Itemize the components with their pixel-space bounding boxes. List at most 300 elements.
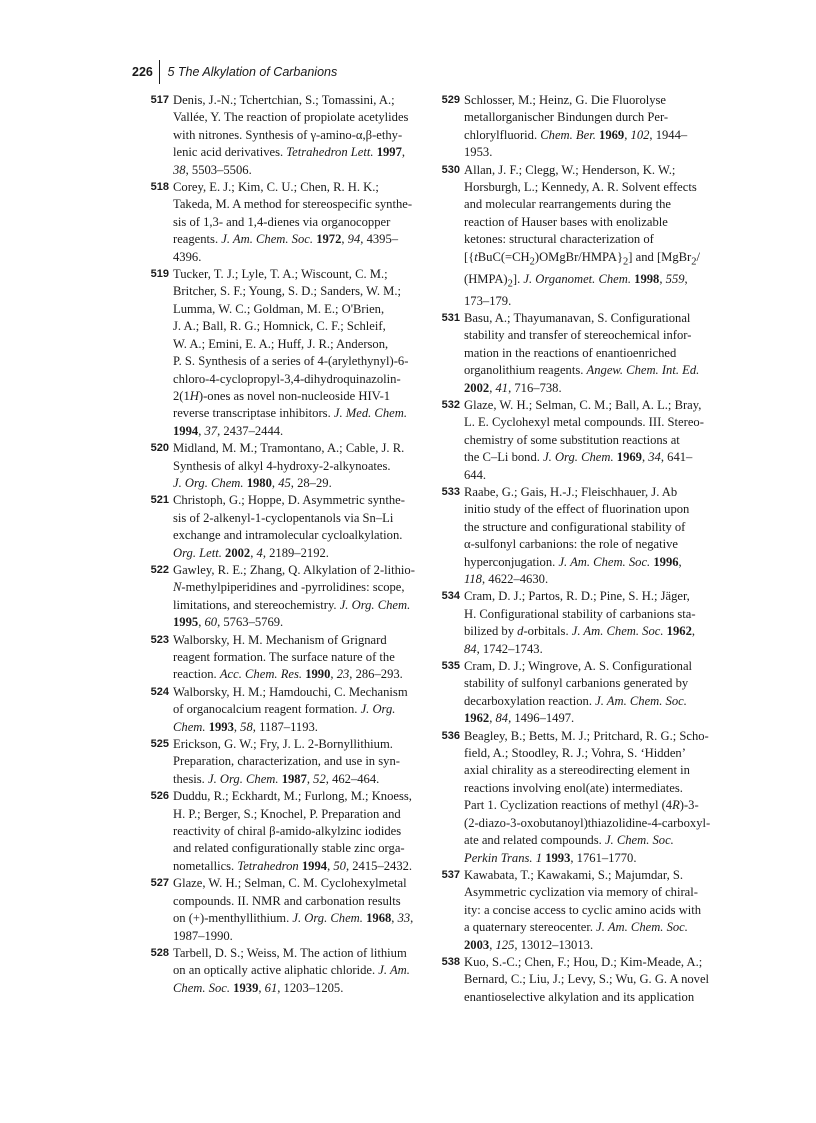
reference-entry <box>146 684 436 736</box>
reference-number: 519 <box>150 268 169 281</box>
reference-line <box>464 937 717 954</box>
text-run: , 1742–1743. <box>476 641 543 656</box>
reference-line <box>464 345 717 362</box>
reference-entry <box>146 492 436 562</box>
reference-line <box>173 458 436 475</box>
reference-line <box>464 554 717 571</box>
reference-line <box>464 884 717 901</box>
reference-line <box>173 701 436 718</box>
reference-line <box>464 588 717 605</box>
text-run: , <box>401 145 406 160</box>
subscript: 2 <box>507 278 513 290</box>
text-run: hyperconjugation. <box>464 554 559 569</box>
text-run: , <box>198 615 205 630</box>
reference-line <box>173 562 436 579</box>
reference-entry <box>437 954 717 1006</box>
italic-text: J. Am. Chem. Soc. <box>596 920 688 935</box>
volume: 61 <box>264 980 278 995</box>
reference-line <box>173 579 436 596</box>
reference-entry <box>437 397 717 484</box>
reference-line <box>173 928 436 945</box>
text-run: , 5763–5769. <box>217 615 284 630</box>
italic-text: J. Organomet. Chem. <box>523 271 631 286</box>
reference-entry <box>146 788 436 875</box>
year: 1993 <box>208 719 234 734</box>
year: 1994 <box>173 423 199 438</box>
text-run: ketones: structural characterization of <box>464 232 654 247</box>
reference-line <box>173 736 436 753</box>
reference-line <box>173 127 436 144</box>
text-run: Kuo, S.-C.; Chen, F.; Hou, D.; Kim-Meade, A.; <box>464 954 703 969</box>
text-run: Britcher, S. F.; Young, S. D.; Sanders, W. M.; <box>173 284 402 299</box>
text-run: on an optically active aliphatic chloride. <box>173 963 379 978</box>
text-run: , 28–29. <box>290 475 332 490</box>
text-run: and related configurationally stable zinc orga- <box>173 841 405 856</box>
reference-line <box>464 762 717 779</box>
italic-text: J. Am. Chem. Soc. <box>595 693 687 708</box>
text-run: Cram, D. J.; Partos, R. D.; Pine, S. H.; Jäger, <box>464 589 690 604</box>
reference-line <box>464 797 717 814</box>
reference-line <box>173 92 436 109</box>
volume: 58 <box>240 719 253 734</box>
italic-text: J. Am. Chem. Soc. <box>558 554 651 569</box>
reference-line <box>464 397 717 414</box>
year: 1995 <box>173 615 199 630</box>
reference-column-right <box>437 92 717 1006</box>
reference-line <box>173 388 436 405</box>
text-run: Asymmetric cyclization via memory of chiral- <box>464 885 698 900</box>
text-run: J. A.; Ball, R. G.; Homnick, C. F.; Schleif, <box>173 319 386 334</box>
text-run: Tucker, T. J.; Lyle, T. A.; Wiscount, C. M.; <box>173 267 388 282</box>
year: 1990 <box>305 667 331 682</box>
text-run: Denis, J.-N.; Tchertchian, S.; Tomassini, A.; <box>173 93 395 107</box>
reference-line <box>464 109 717 126</box>
reference-line <box>464 432 717 449</box>
reference-line <box>464 414 717 431</box>
text-run: , 1203–1205. <box>277 980 344 995</box>
reference-line <box>464 954 717 971</box>
year: 1998 <box>634 271 660 286</box>
text-run: Christoph, G.; Hoppe, D. Asymmetric synthe- <box>173 493 405 508</box>
text-run: Cram, D. J.; Wingrove, A. S. Configurational <box>464 659 693 674</box>
text-run: L. E. Cyclohexyl metal compounds. III. Stereo- <box>464 415 704 430</box>
reference-line <box>173 545 436 562</box>
text-run: reactions involving enol(ate) intermediates. <box>464 780 683 795</box>
reference-number: 525 <box>150 738 169 751</box>
reference-line <box>464 919 717 936</box>
reference-line <box>173 109 436 126</box>
reference-line <box>173 405 436 422</box>
text-run: , <box>489 711 496 726</box>
italic-text: J. Org. Chem. <box>173 475 244 490</box>
text-run: 4396. <box>173 249 202 264</box>
reference-line <box>464 536 717 553</box>
text-run: field, A.; Stoodley, R. J.; Vohra, S. ‘Hidden’ <box>464 746 686 761</box>
reference-line <box>173 962 436 979</box>
volume: 33 <box>397 911 411 926</box>
reference-line <box>173 179 436 196</box>
text-run: mation in the reactions of enantioenriched <box>464 345 677 360</box>
text-run: α-sulfonyl carbanions: the role of negative <box>464 537 678 552</box>
text-run: (HMPA) <box>464 271 508 286</box>
text-run: stability of sulfonyl carbanions generated by <box>464 676 689 691</box>
italic-text: Chem. <box>173 719 206 734</box>
text-run: metallorganischer Bindungen durch Per- <box>464 110 669 125</box>
volume: 41 <box>495 380 509 395</box>
reference-line <box>173 301 436 318</box>
text-run: nometallics. <box>173 858 238 873</box>
text-run: and molecular rearrangements during the <box>464 197 672 212</box>
italic-text: Tetrahedron <box>237 858 299 873</box>
reference-number: 534 <box>441 590 460 603</box>
reference-line <box>464 127 717 144</box>
reference-line <box>173 423 436 440</box>
reference-number: 520 <box>150 442 169 455</box>
reference-number: 538 <box>441 955 460 968</box>
italic-text: J. Med. Chem. <box>333 406 407 421</box>
text-run: P. S. Synthesis of a series of 4-(arylethynyl)-6- <box>173 354 409 369</box>
text-run: Lumma, W. C.; Goldman, M. E.; O'Brien, <box>173 301 385 316</box>
text-run: , 286–293. <box>349 667 403 682</box>
text-run: , <box>306 771 314 786</box>
reference-line <box>464 641 717 658</box>
italic-text: t <box>474 249 478 264</box>
reference-column-left <box>146 92 436 997</box>
text-run: ate and related compounds. <box>464 833 605 848</box>
reference-entry <box>437 588 717 658</box>
reference-number: 528 <box>150 946 169 959</box>
reference-number: 537 <box>441 868 460 881</box>
text-run: , <box>489 380 496 395</box>
reference-line <box>464 606 717 623</box>
text-run: Kawabata, T.; Kawakami, S.; Majumdar, S. <box>464 867 684 882</box>
text-run: 1987–1990. <box>173 928 233 943</box>
reference-line <box>464 231 717 248</box>
reference-number: 521 <box>150 494 169 507</box>
reference-line <box>464 710 717 727</box>
italic-text: Acc. Chem. Res. <box>219 667 303 682</box>
text-run: Glaze, W. H.; Selman, C. M.; Ball, A. L.; Bray, <box>464 397 702 412</box>
text-run: Schlosser, M.; Heinz, G. Die Fluorolyse <box>464 93 667 107</box>
year: 2003 <box>464 937 490 952</box>
reference-line <box>464 144 717 161</box>
year: 1997 <box>376 145 402 160</box>
reference-entry <box>146 92 436 179</box>
reference-line <box>173 475 436 492</box>
text-run: Gawley, R. E.; Zhang, Q. Alkylation of 2-lithio- <box>173 562 415 577</box>
reference-line <box>173 719 436 736</box>
text-run: Tarbell, D. S.; Weiss, M. The action of lithium <box>173 945 407 960</box>
reference-number: 522 <box>150 563 169 576</box>
reference-line <box>464 362 717 379</box>
reference-line <box>464 179 717 196</box>
reference-line <box>464 571 717 588</box>
reference-line <box>464 675 717 692</box>
reference-line <box>464 214 717 231</box>
text-run: Erickson, G. W.; Fry, J. L. 2-Bornyllithium. <box>173 737 393 752</box>
text-run: initio study of the effect of fluorination upon <box>464 502 690 517</box>
reference-line <box>464 850 717 867</box>
reference-line <box>464 815 717 832</box>
text-run: Preparation, characterization, and use in syn- <box>173 754 400 769</box>
reference-number: 530 <box>441 163 460 176</box>
text-run: W. A.; Emini, E. A.; Huff, J. R.; Anderson, <box>173 336 389 351</box>
reference-line <box>173 684 436 701</box>
text-run: , <box>678 554 682 569</box>
reference-entry <box>146 179 436 266</box>
reference-line <box>173 910 436 927</box>
reference-line <box>464 693 717 710</box>
reference-line <box>173 214 436 231</box>
reference-line <box>173 875 436 892</box>
text-run: , <box>624 127 631 142</box>
text-run: ]. <box>512 271 524 286</box>
reference-line <box>464 780 717 797</box>
reference-line <box>173 440 436 457</box>
reference-number: 524 <box>150 685 169 698</box>
text-run: , 2189–2192. <box>262 545 329 560</box>
reference-entry <box>437 658 717 728</box>
italic-text: H <box>189 388 199 403</box>
text-run: reagents. <box>173 232 222 247</box>
italic-text: Chem. Soc. <box>173 980 231 995</box>
text-run: , 462–464. <box>325 771 380 786</box>
reference-number: 532 <box>441 398 460 411</box>
reference-line <box>464 449 717 466</box>
year: 1993 <box>545 850 571 865</box>
year: 1939 <box>233 980 259 995</box>
italic-text: J. Org. Chem. <box>339 597 411 612</box>
reference-line <box>464 249 717 271</box>
reference-entry <box>146 632 436 684</box>
reference-line <box>173 632 436 649</box>
text-run: , 1944– <box>649 127 688 142</box>
text-run: exchange and intramolecular cycloalkylation. <box>173 528 403 543</box>
text-run: a quaternary stereocenter. <box>464 920 597 935</box>
reference-line <box>464 745 717 762</box>
text-run: , 1187–1193. <box>252 719 318 734</box>
text-run: , <box>410 911 414 926</box>
reference-line <box>173 823 436 840</box>
text-run: Basu, A.; Thayumanavan, S. Configurational <box>464 310 691 325</box>
text-run: , <box>250 545 257 560</box>
text-run: of organocalcium reagent formation. <box>173 702 361 717</box>
text-run: Synthesis of alkyl 4-hydroxy-2-alkynoates. <box>173 458 391 473</box>
text-run: 2(1 <box>173 388 190 403</box>
text-run: )OMgBr/HMPA} <box>534 249 624 264</box>
reference-line <box>173 753 436 770</box>
text-run: , 4622–4630. <box>481 572 549 586</box>
reference-line <box>173 788 436 805</box>
text-run: , 4395– <box>360 232 399 247</box>
subscript: 2 <box>529 256 535 268</box>
italic-text: J. Am. Chem. Soc. <box>221 232 314 247</box>
volume: 118 <box>464 572 482 586</box>
reference-line <box>464 380 717 397</box>
text-run: axial chirality as a stereodirecting element in <box>464 763 690 778</box>
text-run: on (+)-menthyllithium. <box>173 911 293 926</box>
reference-line <box>173 980 436 997</box>
italic-text: J. Chem. Soc. <box>604 833 674 848</box>
reference-line <box>173 597 436 614</box>
reference-number: 527 <box>150 877 169 890</box>
text-run: Beagley, B.; Betts, M. J.; Pritchard, R. G.; Scho- <box>464 728 709 743</box>
italic-text: R <box>672 798 680 813</box>
reference-line <box>464 162 717 179</box>
reference-line <box>464 467 717 484</box>
text-run: -methylpiperidines and -pyrrolidines: scope, <box>181 580 405 595</box>
reference-line <box>464 971 717 988</box>
text-run: , <box>198 423 205 438</box>
volume: 559 <box>665 271 685 286</box>
volume: 125 <box>495 937 515 952</box>
text-run: , 641– <box>660 450 693 465</box>
text-run: Walborsky, H. M.; Hamdouchi, C. Mechanism <box>173 684 408 699</box>
text-run: , 716–738. <box>508 380 562 395</box>
year: 1972 <box>316 232 342 247</box>
reference-entry <box>437 310 717 397</box>
reference-line <box>173 162 436 179</box>
subscript: 2 <box>691 256 697 268</box>
reference-line <box>173 858 436 875</box>
text-run: the structure and configurational stability of <box>464 519 686 534</box>
text-run: H. P.; Berger, S.; Knochel, P. Preparation and <box>173 806 401 821</box>
year: 1994 <box>301 858 328 873</box>
volume: 94 <box>347 232 361 247</box>
text-run: 173–179. <box>464 293 512 308</box>
reference-line <box>464 484 717 501</box>
text-run: decarboxylation reaction. <box>464 693 596 708</box>
reference-line <box>173 266 436 283</box>
reference-number: 517 <box>150 94 169 106</box>
year: 1980 <box>246 475 272 490</box>
reference-line <box>464 92 717 109</box>
volume: 102 <box>630 127 650 142</box>
volume: 84 <box>464 641 477 656</box>
text-run: sis of 2-alkenyl-1-cyclopentanols via Sn–Li <box>173 510 394 525</box>
text-run: chlorylfluorid. <box>464 127 541 142</box>
reference-line <box>173 353 436 370</box>
reference-line <box>173 144 436 161</box>
reference-line <box>464 293 717 310</box>
reference-line <box>173 249 436 266</box>
text-run: )-ones as novel non-nucleoside HIV-1 <box>198 388 391 403</box>
volume: 84 <box>495 711 509 726</box>
year: 1962 <box>666 624 692 639</box>
text-run: , 2415–2432. <box>345 858 413 873</box>
volume: 38 <box>173 162 186 177</box>
chapter-title: 5 The Alkylation of Carbanions <box>167 65 338 79</box>
text-run: , 2437–2444. <box>217 423 284 438</box>
reference-line <box>173 371 436 388</box>
text-run: H. Configurational stability of carbanions sta- <box>464 606 696 621</box>
reference-line <box>464 728 717 745</box>
reference-line <box>464 501 717 518</box>
text-run: Duddu, R.; Eckhardt, M.; Furlong, M.; Knoess, <box>173 789 412 804</box>
italic-text: J. Am. Chem. Soc. <box>571 624 664 639</box>
reference-line <box>173 649 436 666</box>
italic-text: J. Org. <box>360 702 396 717</box>
text-run: Takeda, M. A method for stereospecific synthe- <box>173 197 413 212</box>
text-run: 1953. <box>464 145 493 160</box>
text-run: , 1761–1770. <box>570 850 637 865</box>
text-run: chloro-4-cyclopropyl-3,4-dihydroquinazolin- <box>173 371 401 386</box>
italic-text: d <box>517 624 524 639</box>
text-run: Midland, M. M.; Tramontano, A.; Cable, J. R. <box>173 441 405 456</box>
year: 2002 <box>225 545 251 560</box>
reference-entry <box>437 484 717 588</box>
reference-line <box>464 327 717 344</box>
italic-text: N <box>173 580 182 595</box>
text-run: Part 1. Cyclization reactions of methyl (4 <box>464 798 673 813</box>
text-run: , 5503–5506. <box>185 162 252 177</box>
reference-line <box>173 283 436 300</box>
text-run: limitations, and stereochemistry. <box>173 597 340 612</box>
reference-entry <box>437 162 717 310</box>
reference-line <box>173 945 436 962</box>
reference-line <box>173 231 436 248</box>
reference-line <box>464 271 717 293</box>
reference-line <box>173 492 436 509</box>
text-run: Walborsky, H. M. Mechanism of Grignard <box>173 632 387 647</box>
text-run: ity: a concise access to cyclic amino acids with <box>464 902 702 917</box>
italic-text: Org. Lett. <box>173 545 222 560</box>
text-run: , <box>489 937 496 952</box>
reference-line <box>173 840 436 857</box>
reference-number: 518 <box>150 181 169 194</box>
text-run: with nitrones. Synthesis of γ-amino-α,β-ethy- <box>173 127 403 142</box>
reference-number: 529 <box>441 94 460 106</box>
text-run: compounds. II. NMR and carbonation results <box>173 893 401 908</box>
volume: 50 <box>333 858 346 873</box>
text-run: , <box>391 911 398 926</box>
volume: 23 <box>336 667 350 682</box>
italic-text: Tetrahedron Lett. <box>286 145 374 160</box>
reference-line <box>464 196 717 213</box>
reference-line <box>173 893 436 910</box>
text-run: (2-diazo-3-oxobutanoyl)thiazolidine-4-carboxyl- <box>464 815 711 830</box>
running-head <box>132 60 337 84</box>
reference-line <box>173 318 436 335</box>
reference-line <box>464 658 717 675</box>
reference-line <box>464 519 717 536</box>
reference-line <box>173 527 436 544</box>
reference-entry <box>146 266 436 440</box>
text-run: , <box>691 624 696 639</box>
year: 1996 <box>653 554 679 569</box>
reference-entry <box>146 875 436 945</box>
text-run: , <box>684 271 688 286</box>
text-run: reverse transcriptase inhibitors. <box>173 406 334 421</box>
reference-number: 523 <box>150 633 169 646</box>
volume: 52 <box>313 771 326 786</box>
text-run: reaction of Hauser bases with enolizable <box>464 214 668 229</box>
text-run: , 1496–1497. <box>508 711 575 726</box>
year: 2002 <box>464 380 490 395</box>
reference-number: 535 <box>441 660 460 673</box>
reference-number: 526 <box>150 790 169 803</box>
reference-line <box>173 771 436 788</box>
year: 1962 <box>464 711 490 726</box>
italic-text: Perkin Trans. 1 <box>464 850 543 865</box>
text-run: , <box>233 719 241 734</box>
text-run: reagent formation. The surface nature of the <box>173 650 395 664</box>
reference-line <box>464 902 717 919</box>
reference-line <box>173 336 436 353</box>
reference-entry <box>146 440 436 492</box>
reference-entry <box>146 562 436 632</box>
text-run: -orbitals. <box>523 624 572 639</box>
